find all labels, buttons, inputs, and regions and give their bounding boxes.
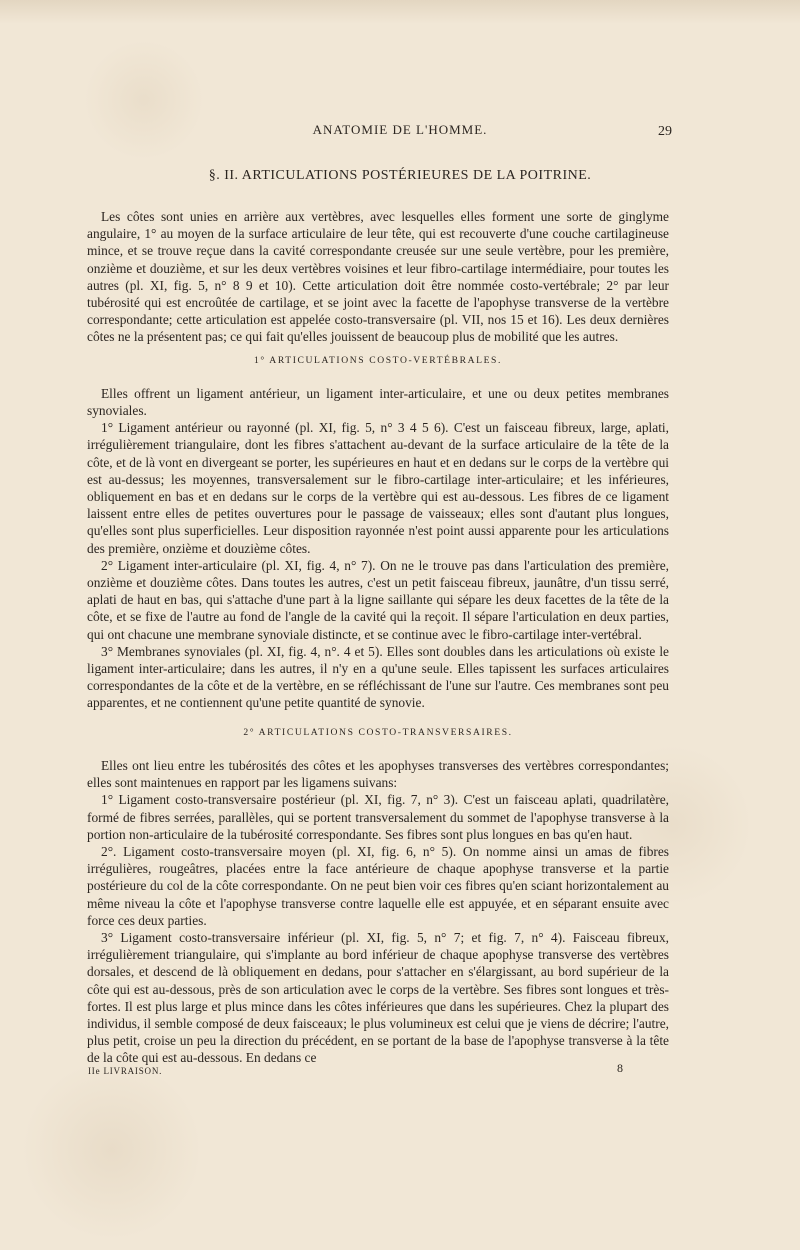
footer-signature: IIe LIVRAISON. — [88, 1066, 163, 1076]
footer-sheet-number: 8 — [617, 1061, 623, 1075]
costo-vertebral-paragraph-4: 3° Membranes synoviales (pl. XI, fig. 4, n°. 4 et 5). Elles sont doubles dans les articulations où existe le ligament inter-articulaire; dans les autres, il n'y en a qu'une seule. Elles tapissent les surfaces articulaires correspondantes de la côte et de la vertèbre, en se réfléchissant de l'une sur l'autre. Ces membranes sont peu apparentes, et ne contiennent qu'une petite quantité de synovie. — [87, 643, 669, 711]
page-number: 29 — [658, 124, 672, 139]
costo-transverse-paragraph-2: 1° Ligament costo-transversaire postérieur (pl. XI, fig. 7, n° 3). C'est un faisceau aplati, quadrilatère, formé de fibres serrées, parallèles, qui se portent transversalement du sommet de l'apophyse transverse à la portion non-articulaire de la tubérosité correspondante. Ses fibres sont plus longues en bas qu'en haut. — [87, 792, 669, 842]
costo-vertebral-paragraph-2: 1° Ligament antérieur ou rayonné (pl. XI, fig. 5, n° 3 4 5 6). C'est un faisceau fibreux, large, aplati, irrégulièrement triangulaire, dont les fibres s'attachent au-devant de la surface articulaire de la tête de la côte, et de là vont en divergeant se porter, les supérieures en haut et en dedans sur le corps de la vertèbre qui est au-dessus; les moyennes, transversalement sur le fibro-cartilage inter-articulaire; et les inférieures, obliquement en bas et en dedans sur le corps de la vertèbre qui est au-dessous. Les fibres de ce ligament laissent entre elles de petites ouvertures pour le passage de vaisseaux; elles sont d'autant plus longues, qu'elles sont plus superficielles. Leur disposition rayonnée n'est point aussi apparente pour les articulations des première, onzième et douzième côtes. — [87, 420, 669, 556]
costo-transverse-paragraph-1: Elles ont lieu entre les tubérosités des côtes et les apophyses transverses des vertèbres correspondantes; elles sont maintenues en rapport par les ligamens suivans: — [87, 757, 669, 791]
intro-paragraph: Les côtes sont unies en arrière aux vertèbres, avec lesquelles elles forment une sorte de ginglyme angulaire, 1° au moyen de la surface articulaire de leur tête, qui est recouverte d'une couche cartilagineuse mince, et se trouve reçue dans la cavité correspondante creusée sur une seule vertèbre, pour les première, onzième et douzième, et sur les deux vertèbres voisines et leur fibro-cartilage intermédiaire, pour toutes les autres (pl. XI, fig. 5, n° 8 9 et 10). Cette articulation doit être nommée costo-vertébrale; 2° par leur tubérosité qui est encroûtée de cartilage, et se joint avec la facette de l'apophyse transverse de la vertèbre correspondante; cette articulation est appelée costo-transversaire (pl. VII, nos 15 et 16). Les deux dernières côtes ne la présentent pas; ce qui fait qu'elles jouissent de beaucoup plus de mobilité que les autres. — [87, 209, 669, 345]
body-text — [87, 208, 669, 1067]
costo-vertebral-heading: 1° ARTICULATIONS COSTO-VERTÉBRALES. — [254, 354, 502, 366]
section-title: §. II. ARTICULATIONS POSTÉRIEURES DE LA POITRINE. — [208, 168, 592, 183]
running-title: ANATOMIE DE L'HOMME. — [312, 122, 488, 137]
page-top-edge — [0, 0, 800, 24]
costo-vertebral-paragraph-1: Elles offrent un ligament antérieur, un ligament inter-articulaire, et une ou deux petites membranes synoviales. — [87, 385, 669, 419]
costo-transverse-paragraph-4: 3° Ligament costo-transversaire inférieur (pl. XI, fig. 5, n° 7; et fig. 7, n° 4). Faisceau fibreux, irrégulièrement triangulaire, qui s'implante au bord inférieur de chaque apophyse transverse des vertèbres dorsales, et descend de là obliquement en dedans, pour s'attacher en s'élargissant, au bord supérieur de la côte qui est au-dessous, près de son articulation avec le corps de la vertèbre. Ses fibres sont longues et très-fortes. Il est plus large et plus mince dans les côtes inférieures que dans les supérieures. Chez la plupart des individus, il semble composé de deux faisceaux; le plus volumineux est celui que je viens de décrire; l'autre, plus petit, croise un peu la direction du précédent, en se portant de la base de l'apophyse transverse à la tête de la côte qui est au-dessous. En dedans ce — [87, 929, 669, 1066]
costo-vertebral-paragraph-3: 2° Ligament inter-articulaire (pl. XI, fig. 4, n° 7). On ne le trouve pas dans l'articulation des première, onzième et douzième côtes. Dans toutes les autres, c'est un petit faisceau fibreux, jaunâtre, d'un tissu serré, aplati de haut en bas, qui s'attache d'une part à la ligne saillante qui sépare les deux facettes de la tête de la côte, et se fixe de l'autre au fond de l'angle de la cavité qui la reçoit. Il sépare l'articulation en deux parties, qui ont chacune une membrane synoviale distincte, et se continue avec le fibro-cartilage inter-vertébral. — [87, 557, 669, 642]
costo-transverse-heading: 2° ARTICULATIONS COSTO-TRANSVERSAIRES. — [243, 726, 513, 738]
costo-transverse-paragraph-3: 2°. Ligament costo-transversaire moyen (pl. XI, fig. 6, n° 5). On nomme ainsi un amas de fibres irrégulières, rougeâtres, placées entre la face antérieure de chaque apophyse transverse et la partie postérieure du col de la côte correspondante. On ne peut bien voir ces fibres qu'en sciant horizontalement au même niveau la côte et l'apophyse transverse contre laquelle elle est appuyée, et en séparant ensuite avec force ces deux parties. — [87, 843, 669, 928]
